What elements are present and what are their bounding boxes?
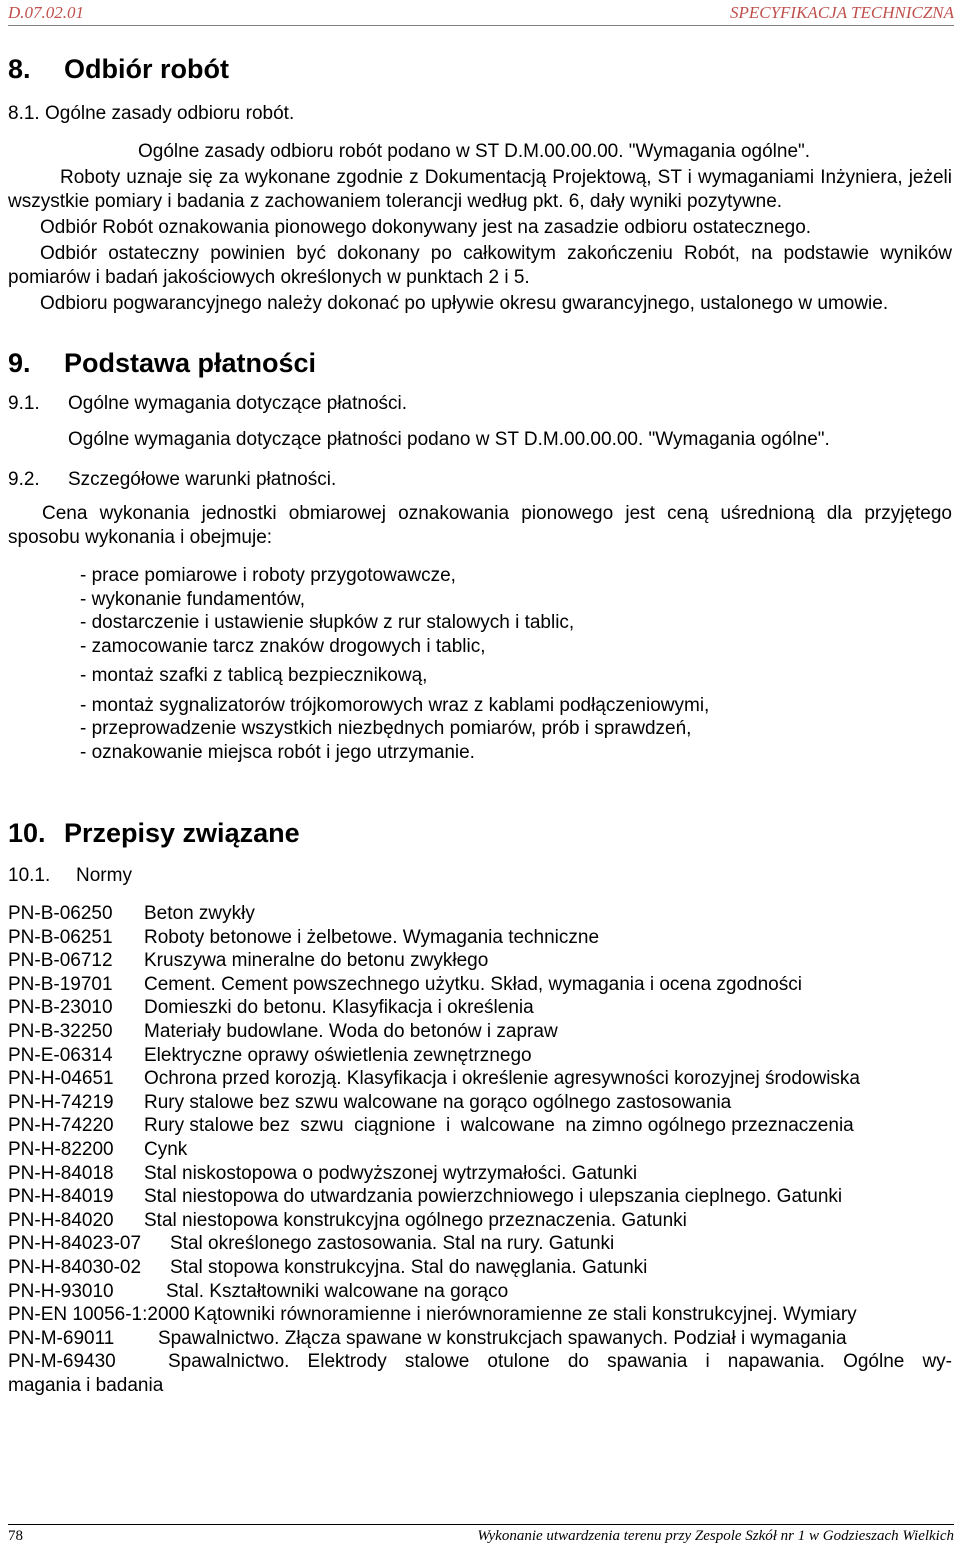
page-footer <box>8 1524 954 1546</box>
page-header <box>0 0 960 28</box>
norms-list <box>8 902 952 1397</box>
list-item: - montaż sygnalizatorów trójkomorowych wraz z kablami podłączeniowymi, <box>80 694 710 716</box>
norm-row: PN-M-69430 Spawalnictwo. Elektrody stalowe otulone do spawania i napawania. Ogólne wy- <box>8 1351 952 1373</box>
subsection-8-1: 8.1. Ogólne zasady odbioru robót. <box>8 103 295 124</box>
subsection-9-2: 9.2. Szczegółowe warunki płatności. <box>8 469 337 490</box>
document-code: D.07.02.01 <box>8 3 85 22</box>
norm-row: PN-H-84019 Stal niestopowa do utwardzania powierzchniowego i ulepszania cieplnego. Gatunki <box>8 1186 843 1208</box>
norm-row: PN-H-93010 Stal. Kształtowniki walcowane na gorąco <box>8 1280 509 1302</box>
norm-row: PN-H-74220 Rury stalowe bez szwu ciągnione i walcowane na zimno ogólnego przeznaczenia <box>8 1115 854 1137</box>
list-item: - zamocowanie tarcz znaków drogowych i tablic, <box>80 635 486 657</box>
section-title: Podstawa płatności <box>64 348 317 378</box>
section-10-heading <box>8 816 952 850</box>
norm-row: PN-H-84023-07 Stal określonego zastosowania. Stal na rury. Gatunki <box>8 1233 615 1255</box>
norm-row: PN-B-06250 Beton zwykły <box>8 903 255 924</box>
norm-row: PN-H-84020 Stal niestopowa konstrukcyjna ogólnego przeznaczenia. Gatunki <box>8 1209 687 1231</box>
norm-row: PN-EN 10056-1:2000 Kątowniki równoramienne i nierównoramienne ze stali konstrukcyjnej. Wymiary <box>8 1304 857 1326</box>
footer-rule <box>8 1524 954 1525</box>
subsection-10-1: 10.1. Normy <box>8 865 132 886</box>
list-item: - dostarczenie i ustawienie słupków z rur stalowych i tablic, <box>80 612 575 633</box>
section-title: Przepisy związane <box>64 818 300 848</box>
payment-items-list <box>80 564 952 764</box>
section-title: Odbiór robót <box>64 54 229 84</box>
paragraph: Ogólne wymagania dotyczące płatności podano w ST D.M.00.00.00. "Wymagania ogólne". <box>68 429 830 450</box>
norm-row: PN-H-74219 Rury stalowe bez szwu walcowane na gorąco ogólnego zastosowania <box>8 1091 732 1113</box>
section-number: 10. <box>8 818 46 848</box>
norm-row: PN-B-23010 Domieszki do betonu. Klasyfikacja i określenia <box>8 997 534 1019</box>
list-item: - prace pomiarowe i roboty przygotowawcze, <box>80 565 456 586</box>
header-rule <box>8 25 954 26</box>
paragraph: Odbiór Robót oznakowania pionowego dokonywany jest na zasadzie odbioru ostatecznego. <box>40 217 812 238</box>
section-number: 8. <box>8 54 31 84</box>
norm-row: PN-H-84018 Stal niskostopowa o podwyższonej wytrzymałości. Gatunki <box>8 1162 638 1184</box>
norm-row: PN-B-06712 Kruszywa mineralne do betonu zwykłego <box>8 950 489 972</box>
norm-row: PN-H-84030-02 Stal stopowa konstrukcyjna. Stal do nawęglania. Gatunki <box>8 1256 648 1278</box>
list-item: - montaż szafki z tablicą bezpiecznikową, <box>80 665 428 686</box>
norm-row: PN-B-06251 Roboty betonowe i żelbetowe. Wymagania techniczne <box>8 926 600 948</box>
norm-row: PN-B-32250 Materiały budowlane. Woda do betonów i zapraw <box>8 1020 558 1042</box>
subsection-9-1: 9.1. Ogólne wymagania dotyczące płatności. <box>8 393 408 414</box>
paragraph: Roboty uznaje się za wykonane zgodnie z Dokumentacją Projektową, ST i wymaganiami Inżyniera, jeżeli wszystkie pomiary i badania z zachowaniem tolerancji według pkt. 6, dały wyniki pozytywne. <box>8 167 952 212</box>
list-item: - wykonanie fundamentów, <box>80 588 305 610</box>
norm-row-continuation: magania i badania <box>8 1374 164 1396</box>
list-item: - oznakowanie miejsca robót i jego utrzymanie. <box>80 741 475 763</box>
document-title: SPECYFIKACJA TECHNICZNA <box>729 3 954 22</box>
norm-row: PN-M-69011 Spawalnictwo. Złącza spawane w konstrukcjach spawanych. Podział i wymagania <box>8 1327 847 1349</box>
paragraph: Ogólne zasady odbioru robót podano w ST D.M.00.00.00. "Wymagania ogólne". <box>138 141 811 162</box>
paragraph: Cena wykonania jednostki obmiarowej oznakowania pionowego jest ceną uśrednioną dla przyjętego sposobu wykonania i obejmuje: <box>8 503 952 548</box>
list-item: - przeprowadzenie wszystkich niezbędnych pomiarów, prób i sprawdzeń, <box>80 718 692 739</box>
page-content <box>8 28 952 1397</box>
norm-row: PN-B-19701 Cement. Cement powszechnego użytku. Skład, wymagania i ocena zgodności <box>8 973 802 995</box>
footer-text: Wykonanie utwardzenia terenu przy Zespole Szkół nr 1 w Godzieszach Wielkich <box>477 1528 954 1544</box>
page-number: 78 <box>8 1528 23 1544</box>
norm-row: PN-H-04651 Ochrona przed korozją. Klasyfikacja i określenie agresywności korozyjnej środowiska <box>8 1068 860 1090</box>
norm-row: PN-H-82200 Cynk <box>8 1138 188 1160</box>
paragraph: Odbiór ostateczny powinien być dokonany po całkowitym zakończeniu Robót, na podstawie wyników pomiarów i badań jakościowych określonych w punktach 2 i 5. <box>8 243 952 288</box>
paragraph: Odbioru pogwarancyjnego należy dokonać po upływie okresu gwarancyjnego, ustalonego w umowie. <box>40 293 889 314</box>
norm-row: PN-E-06314 Elektryczne oprawy oświetlenia zewnętrznego <box>8 1044 532 1066</box>
section-8-heading <box>8 52 952 86</box>
section-9-heading <box>8 346 952 380</box>
section-number: 9. <box>8 348 31 378</box>
